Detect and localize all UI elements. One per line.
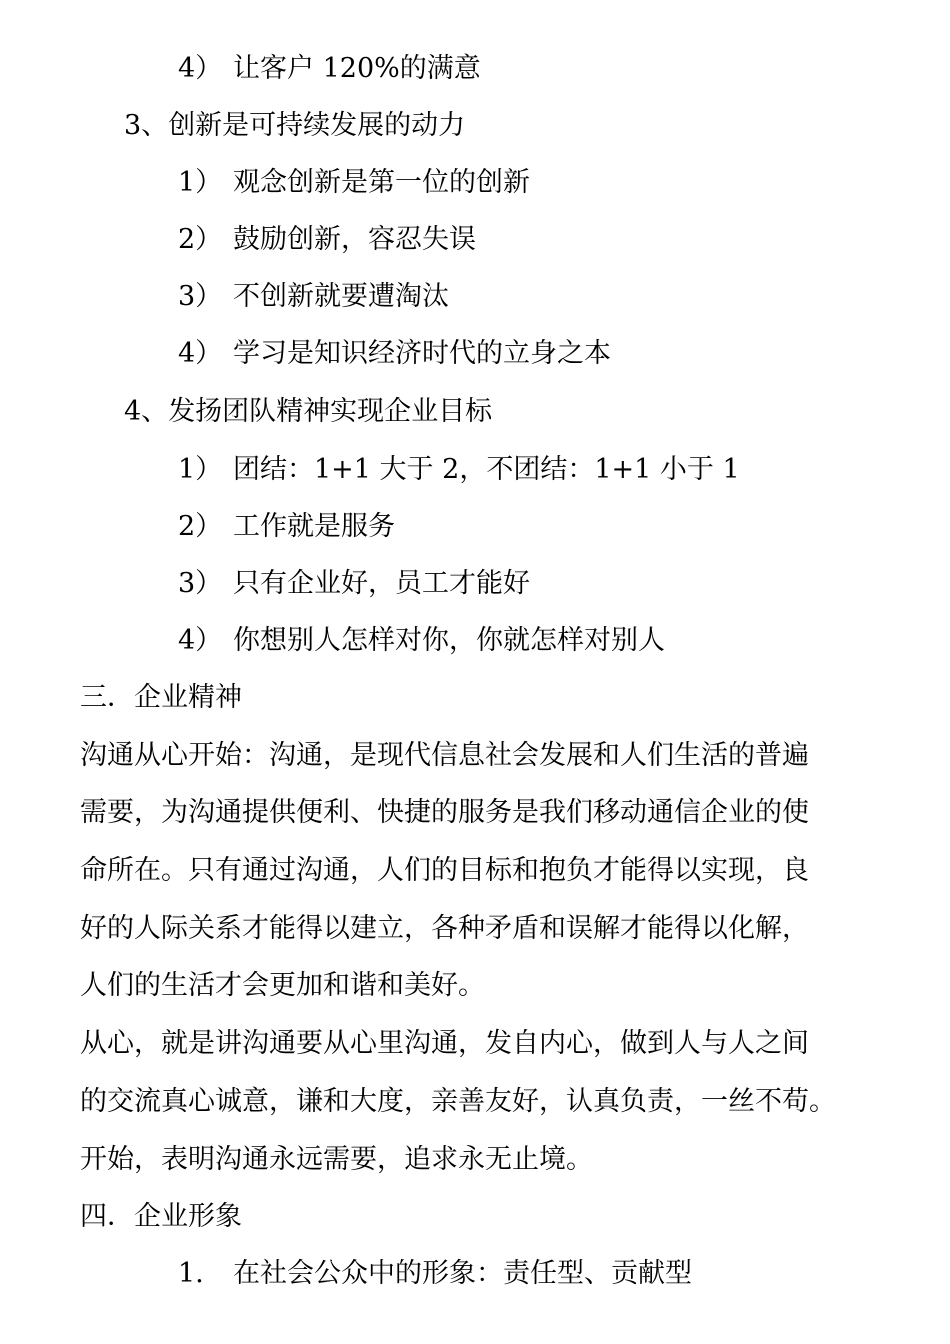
list-text: 鼓励创新，容忍失误 — [233, 224, 476, 255]
list-heading — [124, 106, 465, 146]
list-text: 让客户 120%的满意 — [233, 53, 481, 84]
list-number: 3） — [178, 281, 223, 312]
paragraph-line: 的交流真心诚意，谦和大度，亲善友好，认真负责，一丝不苟。 — [80, 1086, 836, 1117]
list-number: 4） — [178, 625, 223, 656]
list-number: 3、 — [124, 110, 169, 141]
list-number: 1） — [178, 167, 223, 198]
paragraph-line: 沟通从心开始：沟通，是现代信息社会发展和人们生活的普遍 — [80, 740, 809, 771]
list-item — [178, 49, 481, 89]
list-number: 1. — [178, 1258, 204, 1289]
list-text: 工作就是服务 — [233, 511, 395, 542]
list-number: 2） — [178, 224, 223, 255]
list-number: 4） — [178, 53, 223, 84]
list-text: 你想别人怎样对你，你就怎样对别人 — [233, 625, 665, 656]
list-item — [178, 277, 449, 317]
list-text: 发扬团队精神实现企业目标 — [168, 396, 493, 427]
list-number: 2） — [178, 511, 223, 542]
list-number: 1） — [178, 454, 223, 485]
list-text: 观念创新是第一位的创新 — [233, 167, 530, 198]
paragraph-line: 人们的生活才会更加和谐和美好。 — [80, 970, 485, 1001]
section-heading: 四．企业形象 — [80, 1201, 242, 1232]
paragraph-line: 需要，为沟通提供便利、快捷的服务是我们移动通信企业的使 — [80, 797, 809, 828]
list-heading — [124, 392, 492, 432]
list-text: 不创新就要遭淘汰 — [233, 281, 449, 312]
list-item — [178, 450, 740, 490]
paragraph-line: 好的人际关系才能得以建立，各种矛盾和误解才能得以化解， — [80, 913, 809, 944]
list-number: 4） — [178, 338, 223, 369]
paragraph-line: 命所在。只有通过沟通，人们的目标和抱负才能得以实现，良 — [80, 855, 809, 886]
paragraph-line: 从心，就是讲沟通要从心里沟通，发自内心，做到人与人之间 — [80, 1028, 809, 1059]
list-item — [178, 507, 395, 547]
list-number: 4、 — [124, 396, 169, 427]
list-text: 在社会公众中的形象：责任型、贡献型 — [233, 1258, 692, 1289]
list-text: 学习是知识经济时代的立身之本 — [233, 338, 611, 369]
paragraph-line: 开始，表明沟通永远需要，追求永无止境。 — [80, 1144, 593, 1175]
list-item — [178, 163, 530, 203]
list-item — [178, 621, 665, 661]
list-text: 创新是可持续发展的动力 — [168, 110, 466, 141]
list-item — [178, 220, 476, 260]
section-heading: 三．企业精神 — [80, 682, 242, 713]
list-number: 3） — [178, 568, 223, 599]
list-item — [178, 1254, 692, 1294]
list-text: 团结：1+1 大于 2，不团结：1+1 小于 1 — [233, 454, 740, 485]
list-text: 只有企业好，员工才能好 — [233, 568, 530, 599]
list-item — [178, 334, 611, 374]
list-item — [178, 564, 530, 604]
